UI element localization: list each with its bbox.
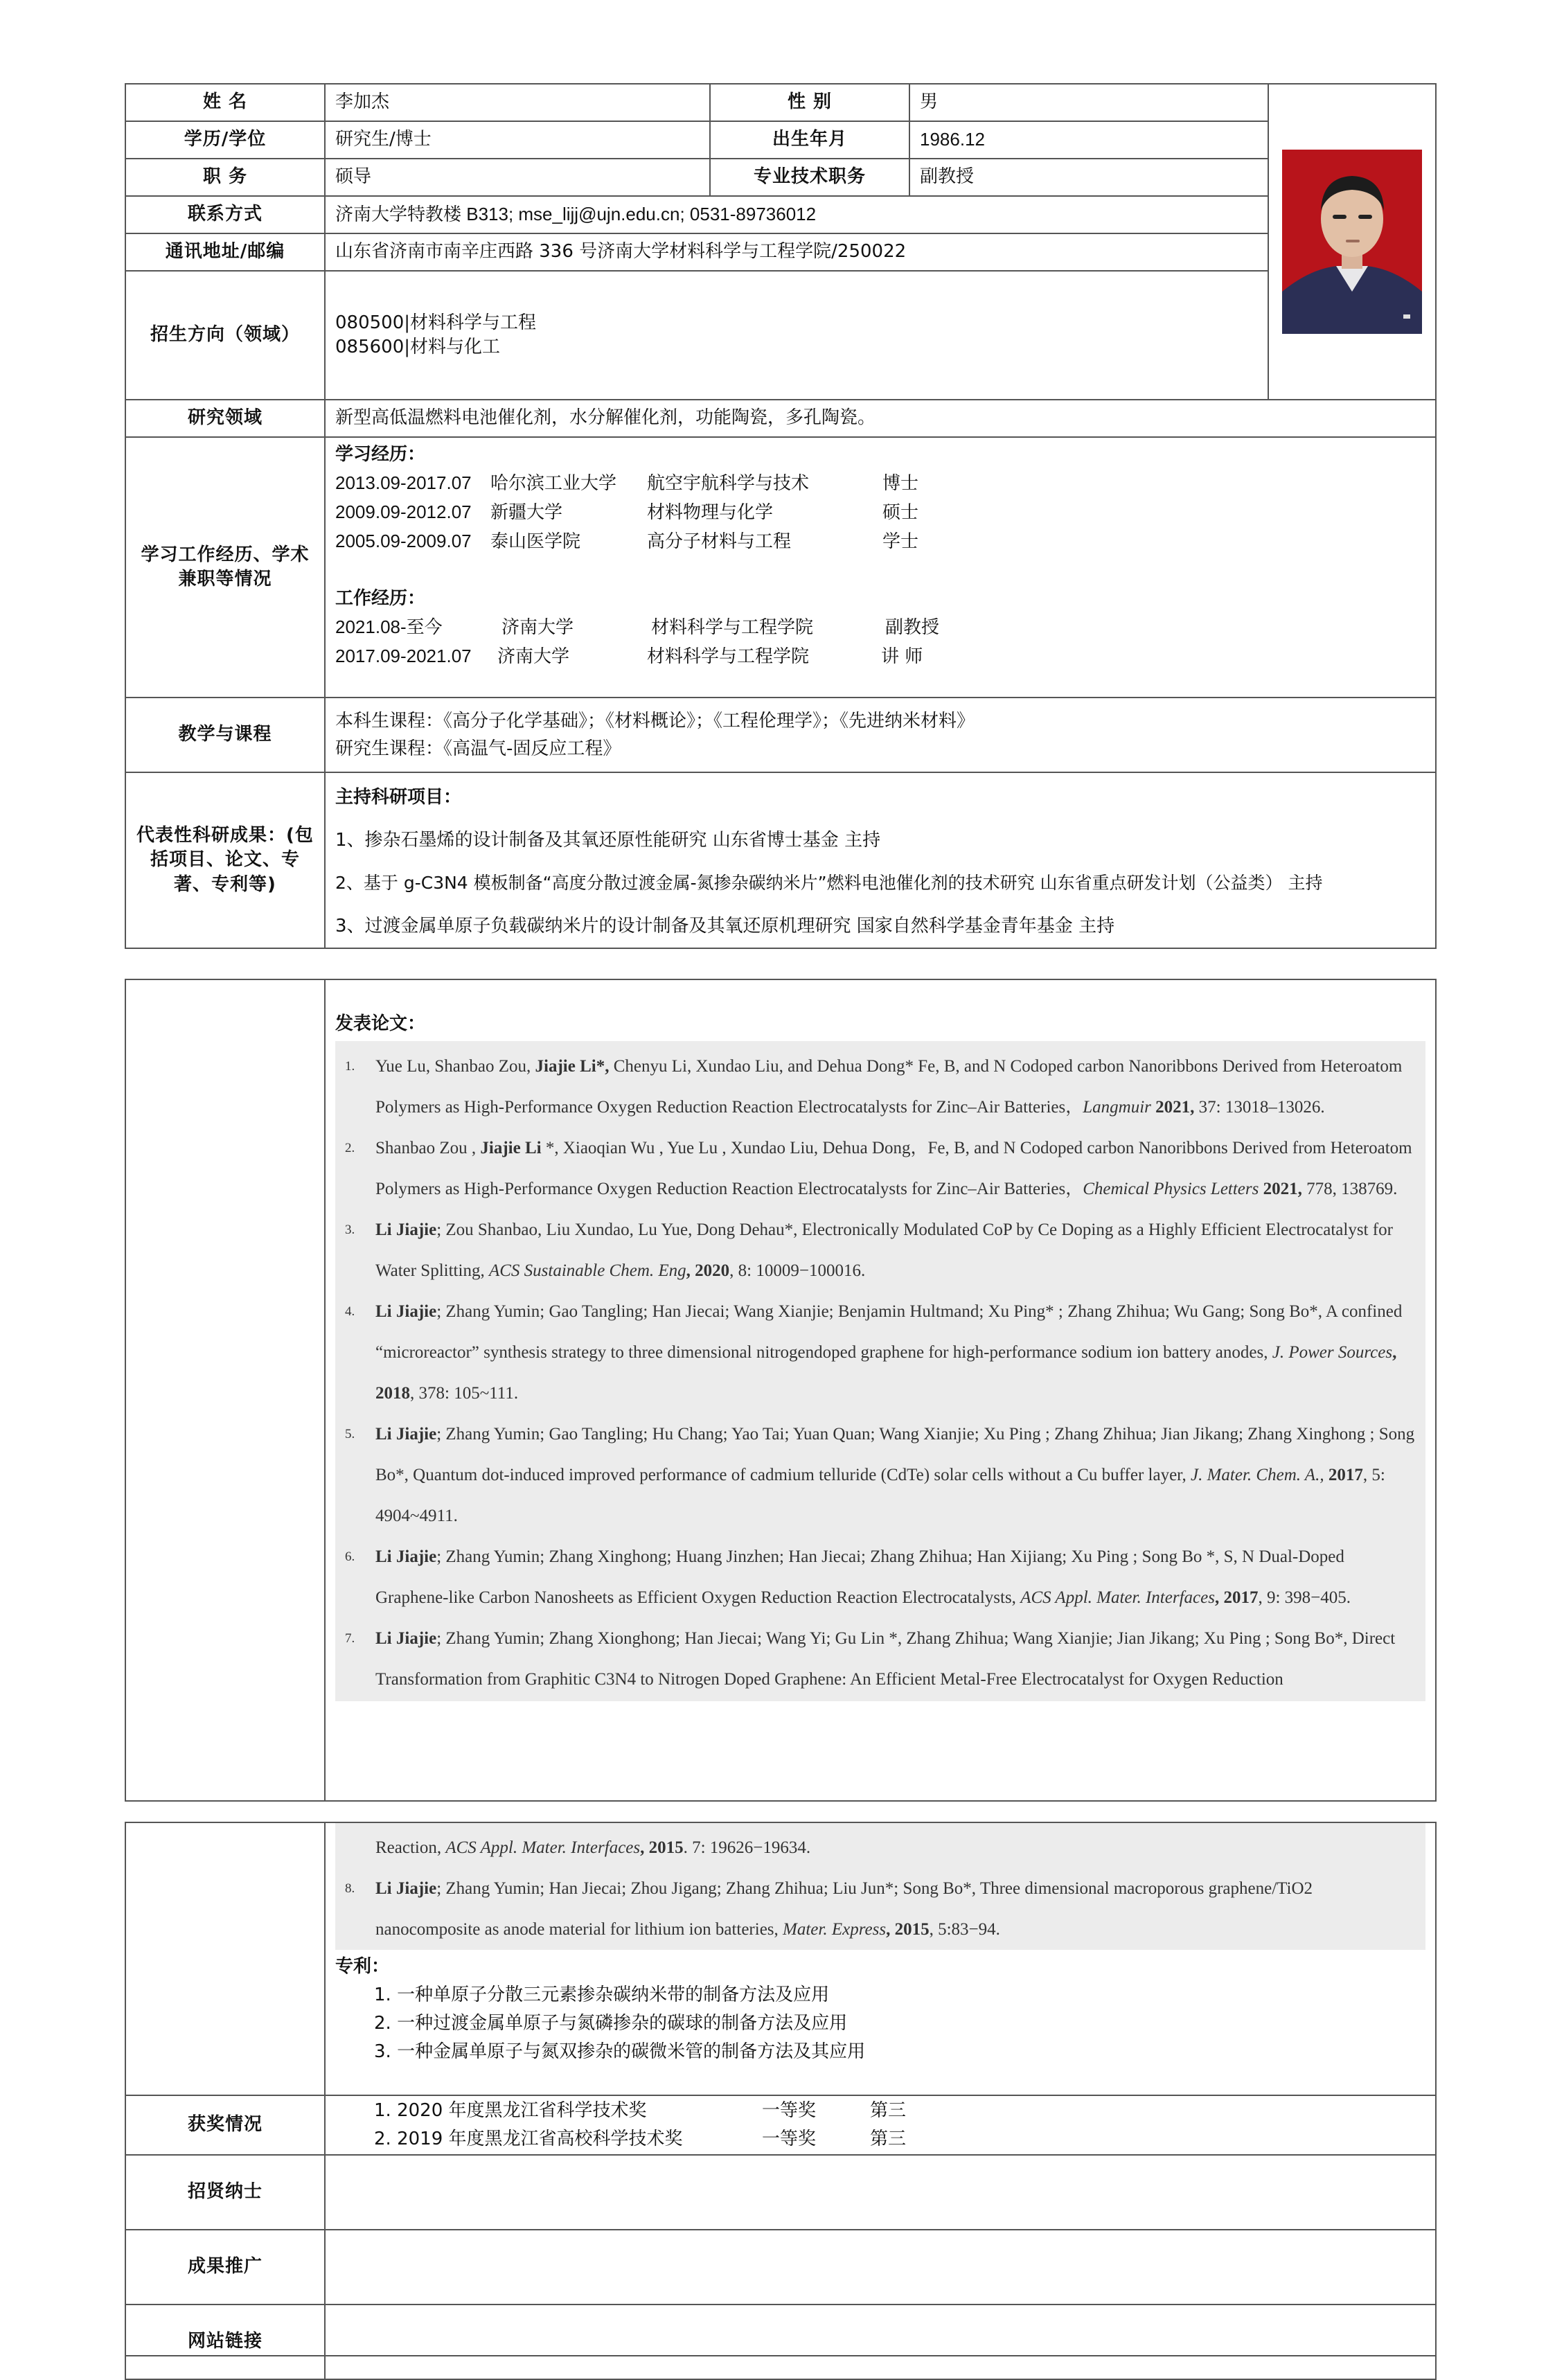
study-row: 2013.09-2017.07 哈尔滨工业大学 航空宇航科学与技术 博士: [335, 472, 919, 494]
photo-cell: [1268, 84, 1436, 400]
contact-value: 济南大学特教楼 B313; mse_lijj@ujn.edu.cn; 0531-89736012: [325, 196, 1268, 233]
continuation-table: [125, 1822, 1437, 2380]
project-item: 3、过渡金属单原子负载碳纳米片的设计制备及其氧还原机理研究 国家自然科学基金青年基金 主持: [335, 916, 1115, 936]
study-row: 2009.09-2012.07 新疆大学 材料物理与化学 硕士: [335, 501, 919, 523]
study-row: 2005.09-2009.07 泰山医学院 高分子材料与工程 学士: [335, 531, 919, 552]
patent-item: 3. 一种金属单原子与氮双掺杂的碳微米管的制备方法及其应用: [374, 2041, 866, 2062]
portrait-photo: [1282, 150, 1422, 334]
address-label: 通讯地址/邮编: [125, 233, 325, 271]
contact-label: 联系方式: [125, 196, 325, 233]
awards-label: 获奖情况: [125, 2095, 325, 2155]
basic-info-table: [125, 83, 1437, 949]
gender-value: 男: [909, 84, 1268, 121]
teaching-label: 教学与课程: [125, 698, 325, 772]
achievements-value: [325, 772, 1436, 948]
work-row: 2021.08-至今 济南大学 材料科学与工程学院 副教授: [335, 616, 940, 638]
patents-heading: 专利：: [335, 1956, 390, 1977]
undergrad-courses: 本科生课程：《高分子化学基础》；《材料概论》；《工程伦理学》；《先进纳米材料》: [335, 711, 975, 731]
research-label: 研究领域: [125, 400, 325, 437]
papers-table: [125, 979, 1437, 1802]
research-value: 新型高低温燃料电池催化剂，水分解催化剂，功能陶瓷，多孔陶瓷。: [325, 400, 1436, 437]
patents-block: [335, 1953, 1425, 2066]
papers-list-cont: [335, 1823, 1425, 1950]
continuation-cell: [325, 1822, 1436, 2095]
work-heading: 工作经历：: [335, 588, 426, 609]
paper-item: 4. Li Jiajie; Zhang Yumin; Gao Tangling; Han Jiecai; Wang Xianjie; Benjamin Hultmand; Xu Ping* ; Zhang Zhihua; Wu Gang; Song Bo*, A confined “microreactor” synthesis strategy to three dimensional nitrogendoped graphene for high-performance sodium ion battery anodes, J. Power Sources, 2018, 378: 105~111.: [345, 1302, 1403, 1403]
enroll-item: 085600|材料与化工: [335, 337, 501, 357]
paper-item-continued: Reaction, ACS Appl. Mater. Interfaces, 2015. 7: 19626−19634.: [375, 1838, 811, 1857]
website-value: [325, 2304, 1436, 2379]
paper-item: 2. Shanbao Zou , Jiajie Li *, Xiaoqian Wu , Yue Lu , Xundao Liu, Dehua Dong，Fe, B, and N Codoped carbon Nanoribbons Derived from Heteroatom Polymers as High-Performance Oxygen Reduction Reaction Electrocatalysts for Zinc–Air Batteries，Chemical Physics Letters 2021, 778, 138769.: [345, 1139, 1412, 1198]
paper-item: 3. Li Jiajie; Zou Shanbao, Liu Xundao, Lu Yue, Dong Dehau*, Electronically Modulated CoP by Ce Doping as a Highly Efficient Electrocatalyst for Water Splitting, ACS Sustainable Chem. Eng, 2020, 8: 10009−100016.: [345, 1220, 1393, 1280]
title-label: 专业技术职务: [710, 159, 909, 196]
projects-heading: 主持科研项目：: [335, 787, 462, 808]
grad-courses: 研究生课程：《高温气-固反应工程》: [335, 738, 621, 759]
name-value: 李加杰: [325, 84, 710, 121]
position-label: 职 务: [125, 159, 325, 196]
papers-label-cell: [125, 979, 325, 1801]
patent-item: 1. 一种单原子分散三元素掺杂碳纳米带的制备方法及应用: [374, 1984, 830, 2005]
project-item: 2、基于 g-C3N4 模板制备“高度分散过渡金属-氮掺杂碳纳米片”燃料电池催化剂的技术研究 山东省重点研发计划（公益类） 主持: [335, 873, 1323, 893]
paper-item: 5. Li Jiajie; Zhang Yumin; Gao Tangling; Hu Chang; Yao Tai; Yuan Quan; Wang Xianjie; Xu Ping ; Zhang Zhihua; Jian Jikang; Zhang Xinghong ; Song Bo*, Quantum dot-induced improved performance of cadmium telluride (CdTe) solar cells without a Cu buffer layer, J. Mater. Chem. A., 2017, 5: 4904~4911.: [345, 1425, 1415, 1525]
page-bottom-rule: [125, 2355, 1435, 2356]
award-item: 1. 2020 年度黑龙江省科学技术奖 一等奖 第三: [374, 2100, 907, 2121]
study-heading: 学习经历：: [335, 444, 426, 465]
website-label: 网站链接: [125, 2304, 325, 2379]
enroll-value: [325, 271, 1268, 400]
achievements-label: 代表性科研成果：(包括项目、论文、专著、专利等): [125, 772, 325, 948]
continuation-label-cell: [125, 1822, 325, 2095]
teaching-value: [325, 698, 1436, 772]
papers-heading: 发表论文：: [335, 1013, 426, 1034]
address-value: 山东省济南市南辛庄西路 336 号济南大学材料科学与工程学院/250022: [325, 233, 1268, 271]
gender-label: 性 别: [710, 84, 909, 121]
awards-value: [325, 2095, 1436, 2155]
portrait-illustration: [1282, 150, 1422, 334]
enroll-item: 080500|材料科学与工程: [335, 312, 537, 333]
position-value: 硕导: [325, 159, 710, 196]
project-item: 1、掺杂石墨烯的设计制备及其氧还原性能研究 山东省博士基金 主持: [335, 830, 881, 851]
enroll-label: 招生方向（领域）: [125, 271, 325, 400]
birth-label: 出生年月: [710, 121, 909, 159]
patent-item: 2. 一种过渡金属单原子与氮磷掺杂的碳球的制备方法及应用: [374, 2013, 848, 2034]
award-item: 2. 2019 年度黑龙江省高校科学技术奖 一等奖 第三: [374, 2129, 907, 2149]
degree-label: 学历/学位: [125, 121, 325, 159]
paper-item: 7. Li Jiajie; Zhang Yumin; Zhang Xionghong; Han Jiecai; Wang Yi; Gu Lin *, Zhang Zhihua; Wang Xianjie; Jian Jikang; Xu Ping ; Song Bo*, Direct Transformation from Graphitic C3N4 to Nitrogen Doped Graphene: An Efficient Metal-Free Electrocatalyst for Oxygen Reduction: [345, 1629, 1396, 1689]
promotion-label: 成果推广: [125, 2230, 325, 2304]
title-value: 副教授: [909, 159, 1268, 196]
promotion-value: [325, 2230, 1436, 2304]
paper-item: 8. Li Jiajie; Zhang Yumin; Han Jiecai; Zhou Jigang; Zhang Zhihua; Liu Jun*; Song Bo*, Three dimensional macroporous graphene/TiO2 nanocomposite as anode material for lithium ion batteries, Mater. Express, 2015, 5:83−94.: [345, 1879, 1313, 1939]
papers-cell: [325, 979, 1436, 1801]
birth-value: 1986.12: [909, 121, 1268, 159]
experience-value: [325, 437, 1436, 698]
paper-item: 6. Li Jiajie; Zhang Yumin; Zhang Xinghong; Huang Jinzhen; Han Jiecai; Zhang Zhihua; Han Xijiang; Xu Ping ; Song Bo *, S, N Dual-Doped Graphene-like Carbon Nanosheets as Efficient Oxygen Reduction Reaction Electrocatalysts, ACS Appl. Mater. Interfaces, 2017, 9: 398−405.: [345, 1547, 1351, 1607]
recruit-value: [325, 2155, 1436, 2230]
work-row: 2017.09-2021.07 济南大学 材料科学与工程学院 讲 师: [335, 646, 923, 667]
paper-item: 1. Yue Lu, Shanbao Zou, Jiajie Li*, Chenyu Li, Xundao Liu, and Dehua Dong* Fe, B, and N Codoped carbon Nanoribbons Derived from Heteroatom Polymers as High-Performance Oxygen Reduction Reaction Electrocatalysts for Zinc–Air Batteries，Langmuir 2021, 37: 13018–13026.: [345, 1057, 1403, 1117]
name-label: 姓 名: [125, 84, 325, 121]
experience-label: 学习工作经历、学术兼职等情况: [125, 437, 325, 698]
recruit-label: 招贤纳士: [125, 2155, 325, 2230]
degree-value: 研究生/博士: [325, 121, 710, 159]
papers-list: [335, 1041, 1425, 1701]
